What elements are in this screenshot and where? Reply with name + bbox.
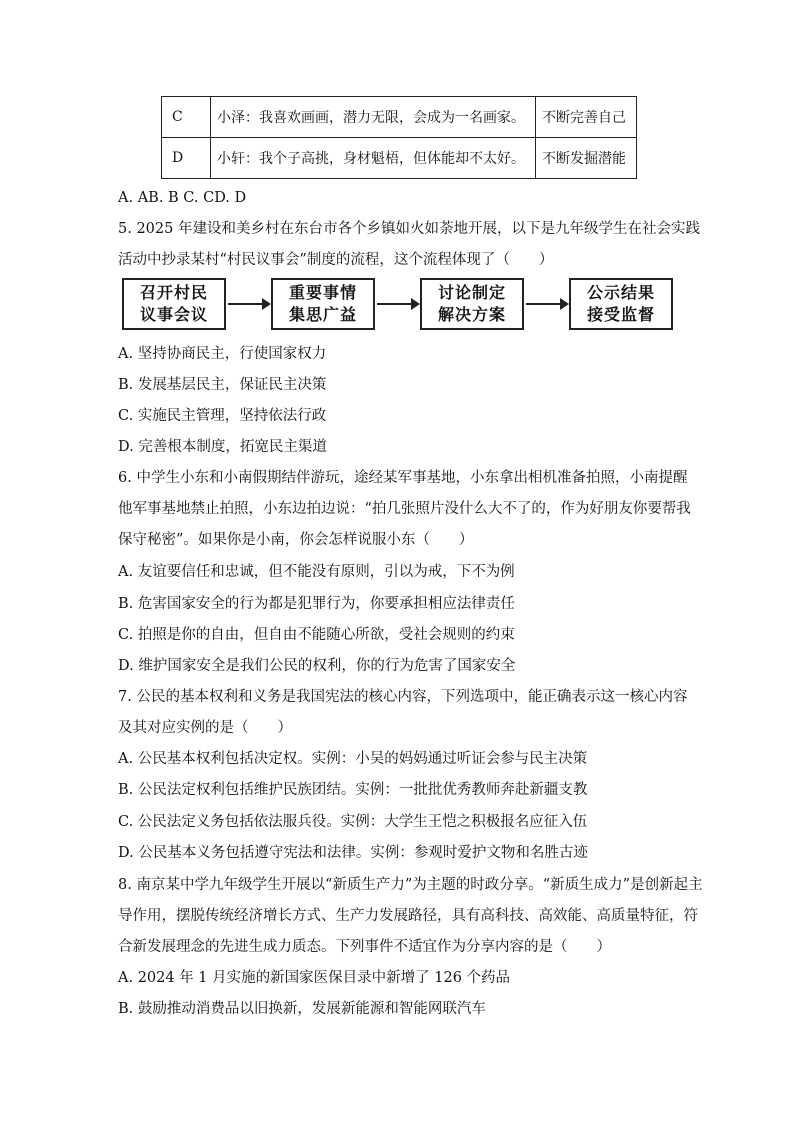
flow-step-text: 讨论制定 bbox=[437, 283, 506, 302]
q8-stem-line-3: 合新发展理念的先进生成力质态。下列事件不适宜作为分享内容的是（ ） bbox=[118, 939, 611, 955]
q5-option-a: A. 坚持协商民主，行使国家权力 bbox=[118, 346, 327, 362]
table-cell-description: 小轩：我个子高挑，身材魁梧，但体能却不太好。 bbox=[211, 138, 536, 179]
flowchart bbox=[122, 278, 674, 332]
table-cell-advice: 不断发掘潜能 bbox=[536, 138, 637, 179]
flow-step-text: 议事会议 bbox=[139, 305, 208, 324]
q5-option-c: C. 实施民主管理，坚持依法行政 bbox=[118, 408, 327, 424]
q7-option-c: C. 公民法定义务包括依法服兵役。实例：大学生王恺之积极报名应征入伍 bbox=[118, 814, 588, 830]
flow-arrow bbox=[228, 303, 269, 305]
q7-option-b: B. 公民法定权利包括维护民族团结。实例：一批批优秀教师奔赴新疆支教 bbox=[118, 782, 588, 798]
flow-arrow bbox=[526, 303, 567, 305]
q6-option-b: B. 危害国家安全的行为都是犯罪行为，你要承担相应法律责任 bbox=[118, 596, 515, 612]
q6-option-a: A. 友谊要信任和忠诚，但不能没有原则，引以为戒，下不为例 bbox=[118, 564, 515, 580]
flow-step-text: 公示结果 bbox=[586, 283, 655, 302]
q5-option-d: D. 完善根本制度，拓宽民主渠道 bbox=[118, 439, 327, 455]
q7-stem-line-2: 及其对应实例的是（ ） bbox=[118, 720, 292, 736]
table-row bbox=[162, 97, 637, 138]
table-cell-description: 小泽：我喜欢画画，潜力无限，会成为一名画家。 bbox=[211, 97, 536, 138]
q7-option-d: D. 公民基本义务包括遵守宪法和法律。实例：参观时爱护文物和名胜古迹 bbox=[118, 845, 588, 861]
table-cell-letter: D bbox=[162, 138, 211, 179]
flow-step-1 bbox=[122, 278, 226, 330]
q5-stem-line-1: 5. 2025 年建设和美乡村在东台市各个乡镇如火如荼地开展，以下是九年级学生在社会实践 bbox=[118, 221, 700, 237]
q5-option-b: B. 发展基层民主，保证民主决策 bbox=[118, 377, 327, 393]
table-cell-letter: C bbox=[162, 97, 211, 138]
q5-stem-line-2: 活动中抄录某村“村民议事会”制度的流程，这个流程体现了（ ） bbox=[118, 252, 554, 268]
q8-option-a: A. 2024 年 1 月实施的新国家医保目录中新增了 126 个药品 bbox=[118, 970, 511, 986]
flow-step-text: 召开村民 bbox=[139, 283, 208, 302]
q6-stem-line-1: 6. 中学生小东和小南假期结伴游玩，途经某军事基地，小东拿出相机准备拍照，小南提醒 bbox=[118, 470, 688, 486]
flow-step-text: 集思广益 bbox=[288, 305, 357, 324]
flow-step-text: 重要事情 bbox=[288, 283, 357, 302]
flow-step-4 bbox=[569, 278, 673, 330]
table-row bbox=[162, 138, 637, 179]
flow-step-text: 解决方案 bbox=[437, 305, 506, 324]
flow-arrow bbox=[377, 303, 418, 305]
q8-option-b: B. 鼓励推动消费品以旧换新，发展新能源和智能网联汽车 bbox=[118, 1001, 486, 1017]
options-table bbox=[161, 96, 637, 179]
q8-stem-line-1: 8. 南京某中学九年级学生开展以“新质生产力”为主题的时政分享。“新质生成力”是创新起主 bbox=[118, 877, 703, 893]
table-cell-advice: 不断完善自己 bbox=[536, 97, 637, 138]
q7-option-a: A. 公民基本权利包括决定权。实例：小吴的妈妈通过听证会参与民主决策 bbox=[118, 751, 588, 767]
q6-option-d: D. 维护国家安全是我们公民的权利，你的行为危害了国家安全 bbox=[118, 658, 516, 674]
flow-step-2 bbox=[271, 278, 375, 330]
q8-stem-line-2: 导作用，摆脱传统经济增长方式、生产力发展路径，具有高科技、高效能、高质量特征，符 bbox=[118, 908, 698, 924]
q6-stem-line-2: 他军事基地禁止拍照，小东边拍边说：“拍几张照片没什么大不了的，作为好朋友你要帮我 bbox=[118, 501, 691, 517]
q7-stem-line-1: 7. 公民的基本权利和义务是我国宪法的核心内容，下列选项中，能正确表示这一核心内容 bbox=[118, 689, 688, 705]
q6-stem-line-3: 保守秘密”。如果你是小南，你会怎样说服小东（ ） bbox=[118, 532, 474, 548]
q4-answer-choices: A. AB. B C. CD. D bbox=[118, 190, 247, 206]
flow-step-3 bbox=[420, 278, 524, 330]
flow-step-text: 接受监督 bbox=[586, 305, 655, 324]
q6-option-c: C. 拍照是你的自由，但自由不能随心所欲，受社会规则的约束 bbox=[118, 627, 515, 643]
